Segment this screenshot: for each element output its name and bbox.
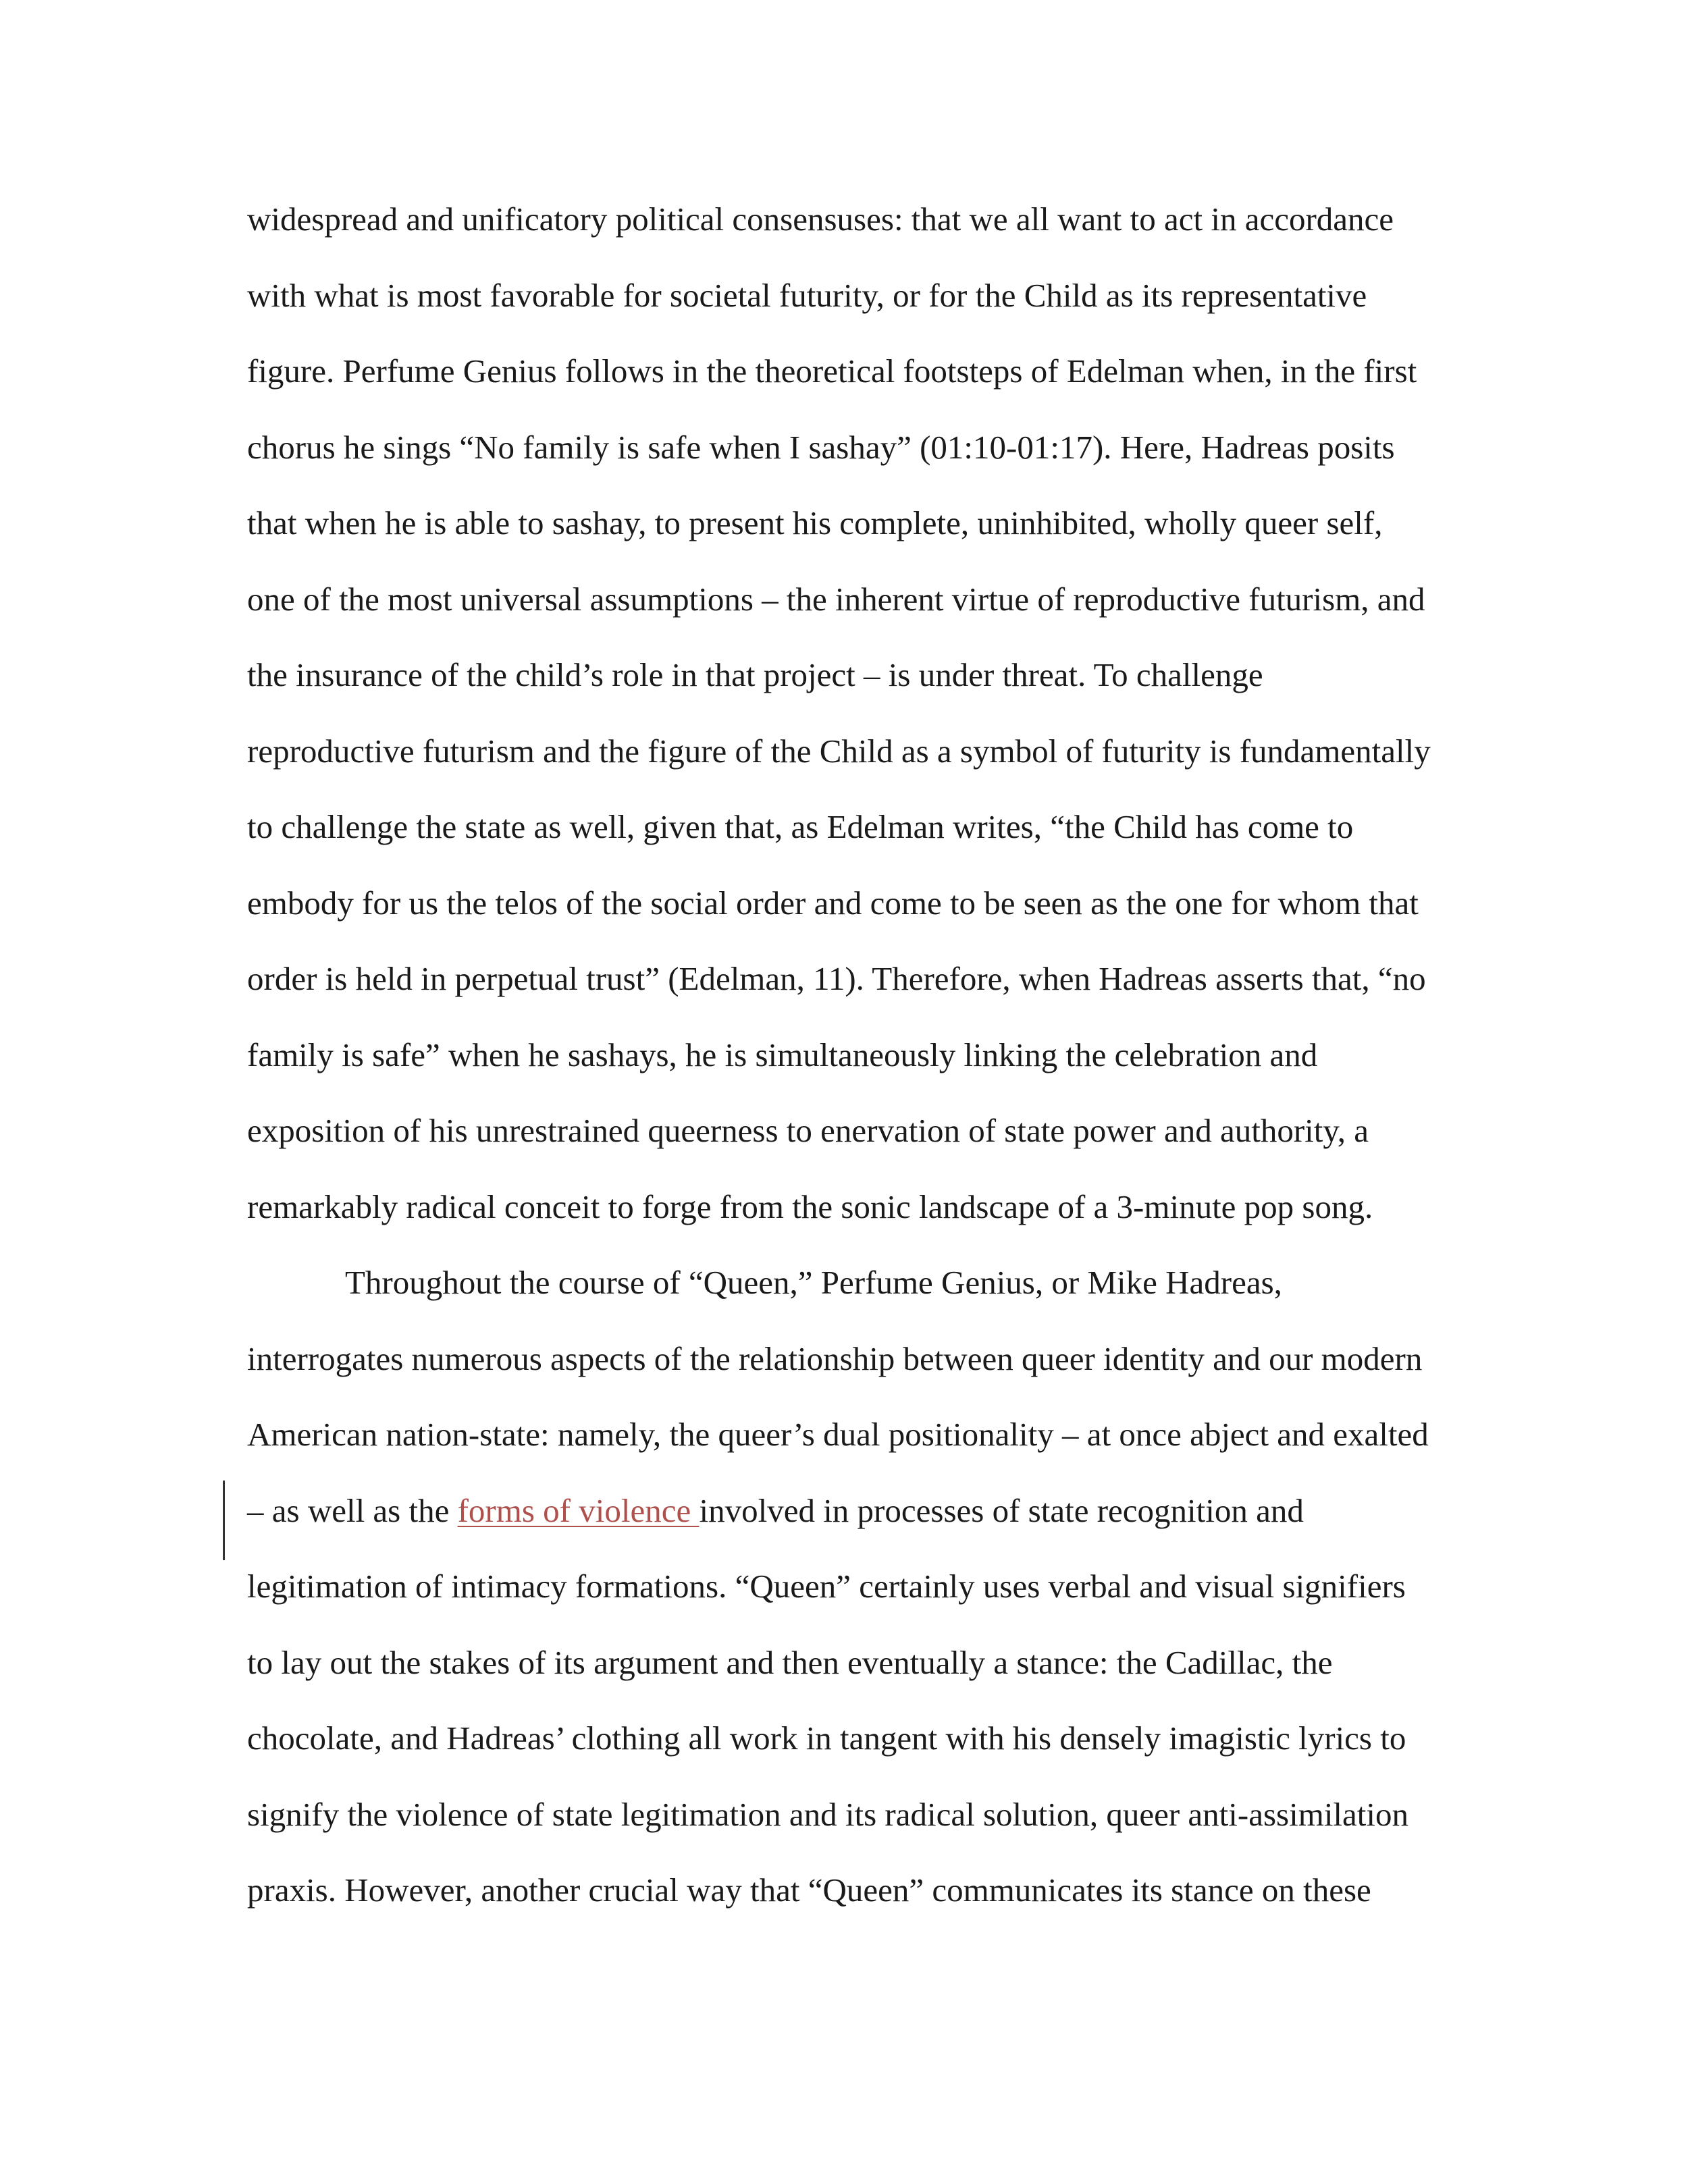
paragraph-line: signify the violence of state legitimation and its radical solution, queer anti-assimilation <box>247 1796 1409 1833</box>
track-change-bar <box>223 1481 225 1560</box>
paragraph-first-line: Throughout the course of “Queen,” Perfume Genius, or Mike Hadreas, <box>345 1264 1282 1301</box>
paragraph-line: reproductive futurism and the figure of the Child as a symbol of futurity is fundamentally <box>247 733 1431 770</box>
paragraph-line: praxis. However, another crucial way that “Queen” communicates its stance on these <box>247 1871 1371 1909</box>
paragraph-line: order is held in perpetual trust” (Edelman, 11). Therefore, when Hadreas asserts that, “no <box>247 960 1426 997</box>
paragraph-line: embody for us the telos of the social order and come to be seen as the one for whom that <box>247 884 1419 922</box>
paragraph-line: legitimation of intimacy formations. “Queen” certainly uses verbal and visual signifiers <box>247 1568 1406 1605</box>
paragraph-line: chorus he sings “No family is safe when I sashay” (01:10-01:17). Here, Hadreas posits <box>247 429 1395 466</box>
paragraph-line: family is safe” when he sashays, he is simultaneously linking the celebration and <box>247 1036 1318 1073</box>
paragraph-line: interrogates numerous aspects of the relationship between queer identity and our modern <box>247 1340 1423 1377</box>
line-text: involved in processes of state recognition and <box>699 1492 1304 1529</box>
paragraph-line: with what is most favorable for societal futurity, or for the Child as its representative <box>247 277 1367 314</box>
paragraph-line: to lay out the stakes of its argument and then eventually a stance: the Cadillac, the <box>247 1644 1333 1681</box>
paragraph-line: widespread and unificatory political consensuses: that we all want to act in accordance <box>247 201 1394 238</box>
paragraph-line: that when he is able to sashay, to present his complete, uninhibited, wholly queer self, <box>247 504 1383 541</box>
tracked-insertion[interactable]: forms of violence <box>457 1492 700 1529</box>
paragraph-line-with-revision <box>247 1484 1435 1538</box>
paragraph-line: to challenge the state as well, given that, as Edelman writes, “the Child has come to <box>247 808 1354 845</box>
paragraph-line: chocolate, and Hadreas’ clothing all work in tangent with his densely imagistic lyrics to <box>247 1720 1406 1757</box>
paragraph-line: remarkably radical conceit to forge from the sonic landscape of a 3-minute pop song. <box>247 1188 1373 1225</box>
paragraph-line: exposition of his unrestrained queerness to enervation of state power and authority, a <box>247 1112 1369 1149</box>
paragraph-line: one of the most universal assumptions – the inherent virtue of reproductive futurism, and <box>247 581 1425 618</box>
paragraph-line: figure. Perfume Genius follows in the theoretical footsteps of Edelman when, in the first <box>247 352 1417 390</box>
paragraph-line: American nation-state: namely, the queer’s dual positionality – at once abject and exalted <box>247 1416 1429 1453</box>
paragraph-line: the insurance of the child’s role in that project – is under threat. To challenge <box>247 656 1263 693</box>
line-text: – as well as the <box>247 1492 458 1529</box>
